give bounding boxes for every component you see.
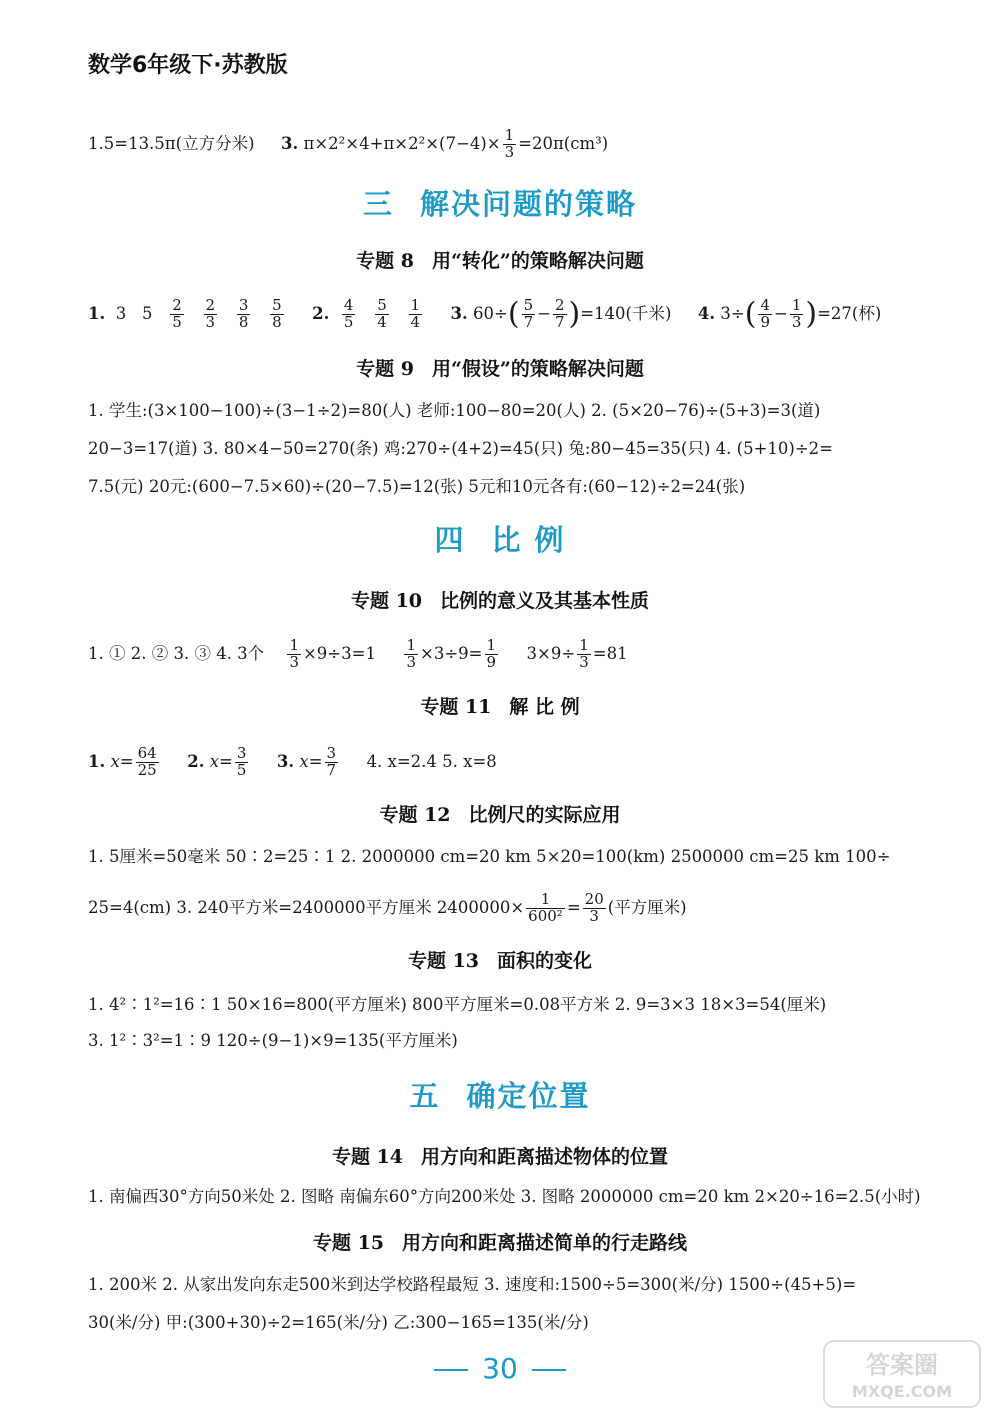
question-number: 3. xyxy=(281,133,299,153)
answer-line: 7.5(元) 20元:(600−7.5×60)÷(20−7.5)=12(张) 5元和10元各有:(60−12)÷2=24(张) xyxy=(88,477,746,496)
answer-line: 1. x= $\frac{64}{25}$ 2. x= $\frac{3}{5}$ 3. x= $\frac{3}{7}$ 4. x=2.4 5. x=8 xyxy=(88,744,497,779)
fraction: $\frac{1}{4}$ xyxy=(410,296,421,331)
fraction: $\frac{1}{3}$ xyxy=(289,636,299,671)
answer-line: 25=4(cm) 3. 240平方米=2400000平方厘米 2400000× $\frac{1}{\text{600²}}$ = $\frac{20}{3}$ (平方厘米) xyxy=(88,890,687,925)
fraction: $\frac{1}{3}$ xyxy=(579,636,589,671)
fraction: $\frac{5}{7}$ xyxy=(523,296,534,331)
fraction: $\frac{2}{7}$ xyxy=(554,296,565,331)
fraction: $\frac{64}{25}$ xyxy=(137,744,157,779)
watermark-logo xyxy=(822,1339,982,1409)
fraction: $\frac{2}{5}$ xyxy=(172,296,182,331)
fraction: $\frac{1}{9}$ xyxy=(486,636,497,671)
answer-text: =20π(cm³) xyxy=(518,133,609,153)
fraction: $\frac{3}{7}$ xyxy=(326,744,337,779)
fraction: $\frac{20}{3}$ xyxy=(584,890,604,925)
fraction: $\frac{1}{3}$ xyxy=(406,636,417,671)
answer-line: 3. 1²∶3²=1∶9 120÷(9−1)×9=135(平方厘米) xyxy=(88,1031,458,1050)
answer-line: 1. 3 5 $\frac{2}{5}$ $\frac{2}{3}$ $\frac{3}{8}$ $\frac{5}{8}$ 2. $\frac{4}{5}$ $\frac{5}{4}$ $\frac{1}{4}$ 3. 60÷( $\frac{5}{7}$ − $\frac{2}{7}$ )=140(千米) 4. 3÷( $\frac{4}{9}$ − $\frac{1}{3}$ )=27(杯) xyxy=(88,296,882,332)
topic-heading: 专题 15 用方向和距离描述简单的行走路线 xyxy=(312,1232,688,1254)
topic-heading: 专题 13 面积的变化 xyxy=(407,950,593,972)
answer-line xyxy=(88,128,608,161)
answer-text: 1.5=13.5π(立方分米) xyxy=(88,133,255,153)
chapter-heading: 四 比 例 xyxy=(434,523,566,557)
chapter-heading: 五 确定位置 xyxy=(409,1079,591,1113)
answer-line: 30(米/分) 甲:(300+30)÷2=165(米/分) 乙:300−165=135(米/分) xyxy=(88,1313,589,1332)
fraction: $\frac{1}{3}$ xyxy=(504,126,515,161)
answer-line: 20−3=17(道) 3. 80×4−50=270(条) 鸡:270÷(4+2)=45(只) 兔:80−45=35(只) 4. (5+10)÷2= xyxy=(88,439,833,458)
chapter-heading: 三 解决问题的策略 xyxy=(362,187,638,221)
fraction: $\frac{4}{5}$ xyxy=(343,296,354,331)
page-number: 30 xyxy=(0,1352,1000,1385)
topic-heading: 专题 11 解 比 例 xyxy=(420,696,580,718)
topic-heading: 专题 14 用方向和距离描述物体的位置 xyxy=(331,1146,669,1168)
fraction: $\frac{3}{8}$ xyxy=(238,296,249,331)
answer-text: π×2²×4+π×2²×(7−4)× xyxy=(303,133,501,153)
running-head: 数学6年级下·苏教版 xyxy=(88,53,288,78)
answer-line: 1. 学生:(3×100−100)÷(3−1÷2)=80(人) 老师:100−80=20(人) 2. (5×20−76)÷(5+3)=3(道) xyxy=(88,401,821,420)
fraction: $\frac{4}{9}$ xyxy=(760,296,770,331)
answer-line: 1. ① 2. ② 3. ③ 4. 3个 $\frac{1}{3}$ ×9÷3=1 $\frac{1}{3}$ ×3÷9= $\frac{1}{9}$ 3×9÷ $\frac{1}{3}$ =81 xyxy=(88,636,628,671)
fraction: $\frac{2}{3}$ xyxy=(205,296,216,331)
fraction: $\frac{5}{8}$ xyxy=(272,296,282,331)
answer-line: 1. 南偏西30°方向50米处 2. 图略 南偏东60°方向200米处 3. 图略 2000000 cm=20 km 2×20÷16=2.5(小时) xyxy=(88,1187,921,1206)
fraction: $\frac{1}{\text{600²}}$ xyxy=(528,890,563,925)
answer-line: 1. 5厘米=50毫米 50∶2=25∶1 2. 2000000 cm=20 km 5×20=100(km) 2500000 cm=25 km 100÷ xyxy=(88,847,891,866)
fraction: $\frac{3}{5}$ xyxy=(236,744,247,779)
fraction: $\frac{5}{4}$ xyxy=(377,296,387,331)
svg-text:MXQE.COM: MXQE.COM xyxy=(851,1382,953,1401)
fraction: $\frac{1}{3}$ xyxy=(791,296,802,331)
svg-text:答案圈: 答案圈 xyxy=(866,1351,938,1379)
topic-heading: 专题 8 用“转化”的策略解决问题 xyxy=(356,250,644,272)
topic-heading: 专题 10 比例的意义及其基本性质 xyxy=(350,590,650,612)
topic-heading: 专题 9 用“假设”的策略解决问题 xyxy=(356,358,644,380)
answer-line: 1. 200米 2. 从家出发向东走500米到达学校路程最短 3. 速度和:1500÷5=300(米/分) 1500÷(45+5)= xyxy=(88,1275,857,1294)
topic-heading: 专题 12 比例尺的实际应用 xyxy=(379,804,621,826)
answer-line: 1. 4²∶1²=16∶1 50×16=800(平方厘米) 800平方厘米=0.08平方米 2. 9=3×3 18×3=54(厘米) xyxy=(88,995,827,1014)
